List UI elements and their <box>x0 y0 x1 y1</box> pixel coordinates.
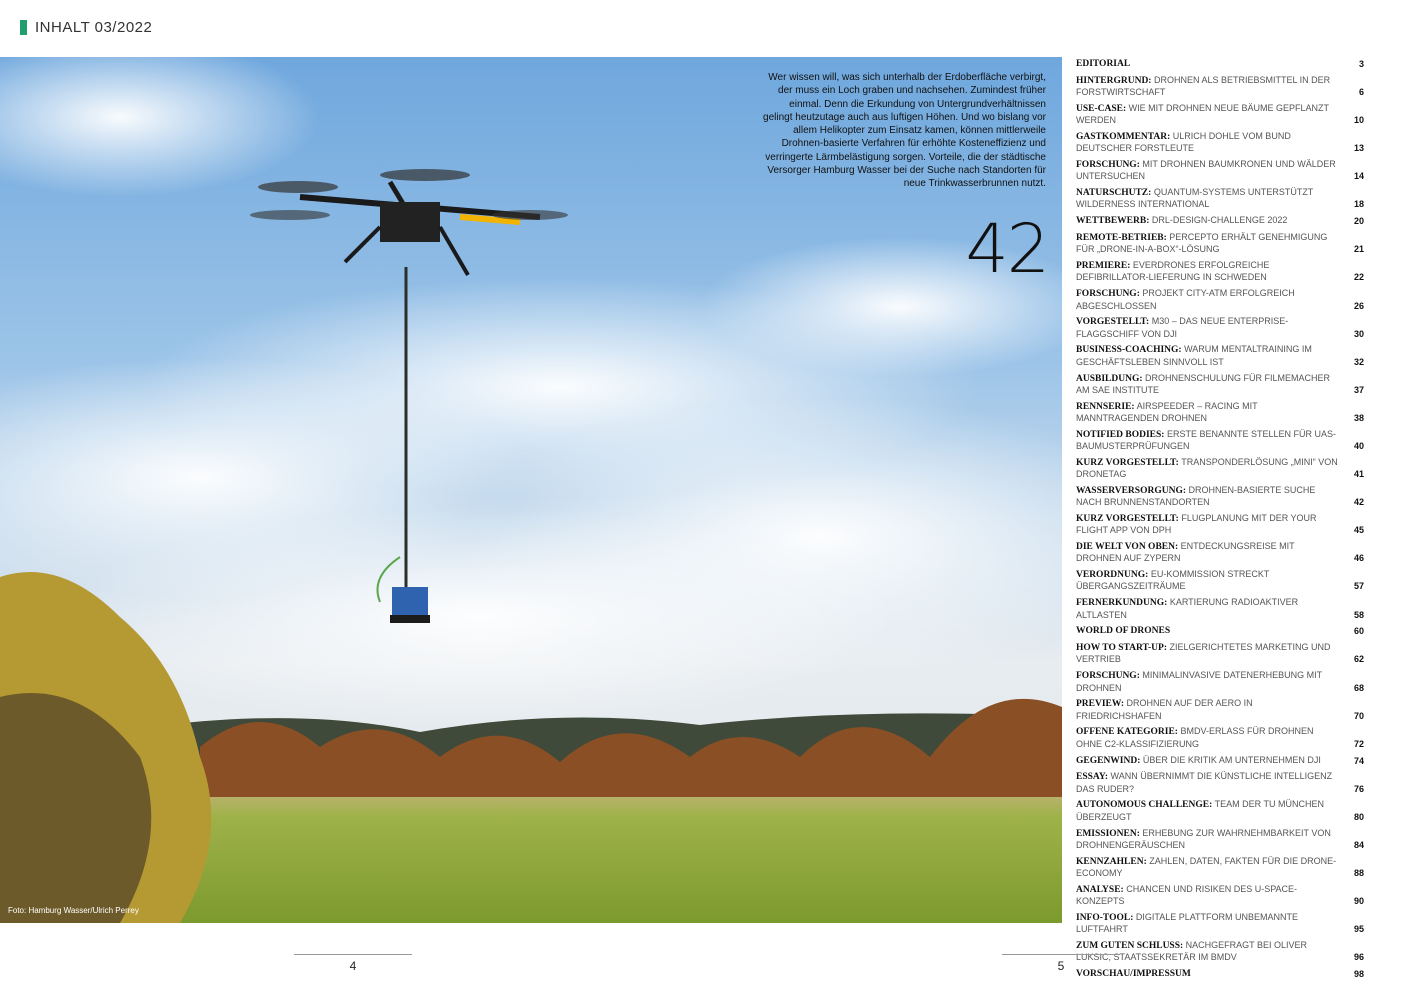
toc-entry[interactable] <box>1076 625 1364 637</box>
feature-page-number: 42 <box>965 210 1048 289</box>
toc-entry[interactable] <box>1076 726 1364 750</box>
toc-category: USE-CASE: <box>1076 103 1127 114</box>
toc-title: PERCEPTO ERHÄLT GENEHMIGUNG FÜR „DRONE-IN-A-BOX“-LÖSUNG <box>1076 232 1328 255</box>
toc-entry[interactable] <box>1076 232 1364 256</box>
toc-category: HOW TO START-UP: <box>1076 643 1167 654</box>
toc-title: DROHNENSCHULUNG FÜR FILMEMACHER AM SAE INSTITUTE <box>1076 372 1331 395</box>
photo-credit: Foto: Hamburg Wasser/Ulrich Perrey <box>8 906 139 915</box>
toc-page: 68 <box>1353 682 1364 693</box>
toc-category: REMOTE-BETRIEB: <box>1076 233 1167 244</box>
toc-title: BMDV-ERLASS FÜR DROHNEN OHNE C2-KLASSIFIZIERUNG <box>1076 726 1314 749</box>
toc-title: PROJEKT CITY-ATM ERFOLGREICH ABGESCHLOSSEN <box>1076 288 1295 311</box>
toc-title: DRL-DESIGN-CHALLENGE 2022 <box>1149 215 1288 226</box>
toc-entry[interactable] <box>1076 597 1364 621</box>
toc-page: 42 <box>1353 497 1364 508</box>
toc-entry[interactable] <box>1076 159 1364 183</box>
toc-entry[interactable] <box>1076 401 1364 425</box>
toc-category: FORSCHUNG: <box>1076 160 1140 171</box>
section-title: INHALT 03/2022 <box>35 18 153 36</box>
toc-page: 45 <box>1353 525 1364 536</box>
toc-category: PREVIEW: <box>1076 699 1125 710</box>
toc-entry[interactable] <box>1076 541 1364 565</box>
toc-entry[interactable] <box>1076 75 1364 99</box>
toc-title: MIT DROHNEN BAUMKRONEN UND WÄLDER UNTERSUCHEN <box>1076 159 1336 182</box>
toc-entry[interactable] <box>1076 755 1364 767</box>
accent-bar <box>20 20 27 35</box>
toc-category: AUTONOMOUS CHALLENGE: <box>1076 800 1213 811</box>
page-header <box>20 18 152 36</box>
toc-entry[interactable] <box>1076 912 1364 936</box>
toc-page: 70 <box>1353 710 1364 721</box>
toc-category: OFFENE KATEGORIE: <box>1076 727 1178 738</box>
toc-page: 80 <box>1353 811 1364 822</box>
toc-entry[interactable] <box>1076 856 1364 880</box>
toc-category: VERORDNUNG: <box>1076 570 1149 581</box>
toc-entry[interactable] <box>1076 187 1364 211</box>
toc-page: 3 <box>1358 59 1364 69</box>
toc-page: 74 <box>1353 755 1364 766</box>
toc-page: 26 <box>1353 300 1364 311</box>
toc-page: 72 <box>1353 738 1364 749</box>
toc-category: ZUM GUTEN SCHLUSS: <box>1076 940 1184 951</box>
toc-entry[interactable] <box>1076 316 1364 340</box>
toc-page: 14 <box>1353 171 1364 182</box>
toc-category: EMISSIONEN: <box>1076 828 1140 839</box>
toc-entry[interactable] <box>1076 569 1364 593</box>
toc-title: ULRICH DOHLE VOM BUND DEUTSCHER FORSTLEUTE <box>1076 130 1291 154</box>
toc-title: DROHNEN ALS BETRIEBSMITTEL IN DER FORSTWIRTSCHAFT <box>1076 74 1331 98</box>
intro-text: Wer wissen will, was sich unterhalb der Erdoberfläche verbirgt, der muss ein Loch graben und nachsehen. Zumindest früher einmal. Denn die Erkundung von Untergrundverhältnissen gelingt heutzutage auch aus luftigen Höhen. Und wo bislang vor allem Helikopter zum Einsatz kamen, können mittlerweile Drohnen-basierte Verfahren für erhöhte Kosteneffizienz und verringerte Lärmbelästigung sorgen. Vorteile, die der städtische Versorger Hamburg Wasser bei der Suche nach Standorten für neue Trinkwasserbrunnen nutzt. <box>763 72 1046 190</box>
toc-title: CHANCEN UND RISIKEN DES U-SPACE-KONZEPTS <box>1076 883 1298 907</box>
toc-page: 21 <box>1353 244 1364 255</box>
toc-title: ZIELGERICHTETES MARKETING UND VERTRIEB <box>1076 642 1331 665</box>
toc-category: VORGESTELLT: <box>1076 317 1150 328</box>
toc-category: WETTBEWERB: <box>1076 216 1150 227</box>
toc-category: RENNSERIE: <box>1076 401 1135 412</box>
toc-entry[interactable] <box>1076 884 1364 908</box>
toc-title: M30 – DAS NEUE ENTERPRISE-FLAGGSCHIFF VON DJI <box>1076 316 1289 339</box>
toc-title: DROHNEN-BASIERTE SUCHE NACH BRUNNENSTANDORTEN <box>1076 484 1316 508</box>
toc-page: 84 <box>1353 839 1364 850</box>
toc-entry[interactable] <box>1076 513 1364 537</box>
toc-entry[interactable] <box>1076 373 1364 397</box>
toc-title: EU-KOMMISSION STRECKT ÜBERGANGSZEITRÄUME <box>1076 569 1270 592</box>
toc-category: WORLD OF DRONES <box>1076 626 1171 637</box>
toc-page: 88 <box>1353 867 1364 878</box>
toc-entry[interactable] <box>1076 215 1364 227</box>
toc-title: EVERDRONES ERFOLGREICHE DEFIBRILLATOR-LIEFERUNG IN SCHWEDEN <box>1076 260 1270 283</box>
toc-entry[interactable] <box>1076 429 1364 453</box>
toc-entry[interactable] <box>1076 131 1364 155</box>
toc-title: TEAM DER TU MÜNCHEN ÜBERZEUGT <box>1076 799 1324 822</box>
toc-entry[interactable] <box>1076 670 1364 694</box>
toc-page: 10 <box>1353 115 1364 126</box>
toc-category: INFO-TOOL: <box>1076 912 1134 923</box>
toc-entry[interactable] <box>1076 771 1364 795</box>
toc-category: KURZ VORGESTELLT: <box>1076 457 1179 468</box>
toc-category: PREMIERE: <box>1076 261 1131 272</box>
toc-category: BUSINESS-COACHING: <box>1076 345 1182 356</box>
toc-title: KARTIERUNG RADIOAKTIVER ALTLASTEN <box>1076 597 1299 620</box>
toc-page: 22 <box>1353 272 1364 283</box>
toc-title: FLUGPLANUNG MIT DER YOUR FLIGHT APP VON DPH <box>1076 513 1317 536</box>
toc-category: ANALYSE: <box>1076 884 1124 895</box>
toc-title: WANN ÜBERNIMMT DIE KÜNSTLICHE INTELLIGENZ DAS RUDER? <box>1076 771 1333 794</box>
toc-title: MINIMALINVASIVE DATENERHEBUNG MIT DROHNEN <box>1076 670 1322 693</box>
toc-page: 30 <box>1353 328 1364 339</box>
toc-title: WARUM MENTALTRAINING IM GESCHÄFTSLEBEN SINNVOLL IST <box>1076 344 1312 367</box>
toc-category: VORSCHAU/IMPRESSUM <box>1076 969 1191 979</box>
toc-category: NOTIFIED BODIES: <box>1076 429 1165 440</box>
toc-entry[interactable] <box>1076 698 1364 722</box>
toc-category: GEGENWIND: <box>1076 755 1141 766</box>
toc-entry[interactable] <box>1076 288 1364 312</box>
toc-category: EDITORIAL <box>1076 59 1131 69</box>
toc-page: 38 <box>1353 412 1364 423</box>
toc-title: NACHGEFRAGT BEI OLIVER LUKSIC, STAATSSEKRETÄR IM BMDV <box>1076 939 1308 963</box>
toc-category: ESSAY: <box>1076 772 1109 783</box>
page-number-right: 5 <box>1002 954 1120 973</box>
toc-category: FORSCHUNG: <box>1076 671 1140 682</box>
toc-category: FORSCHUNG: <box>1076 289 1140 300</box>
toc-page: 95 <box>1353 924 1364 935</box>
toc-title: ERHEBUNG ZUR WAHRNEHMBARKEIT VON DROHNENGERÄUSCHEN <box>1076 827 1331 850</box>
toc-page: 37 <box>1353 384 1364 395</box>
toc-entry[interactable] <box>1076 344 1364 368</box>
toc-page: 13 <box>1353 143 1364 154</box>
toc-entry[interactable] <box>1076 457 1364 481</box>
toc-page: 41 <box>1353 469 1364 480</box>
toc-page: 60 <box>1353 626 1364 637</box>
toc-entry[interactable] <box>1076 58 1364 70</box>
table-of-contents <box>1076 58 1364 985</box>
toc-title: QUANTUM-SYSTEMS UNTERSTÜTZT WILDERNESS INTERNATIONAL <box>1076 187 1314 210</box>
toc-page: 57 <box>1353 581 1364 592</box>
toc-category: FERNERKUNDUNG: <box>1076 598 1168 609</box>
toc-category: AUSBILDUNG: <box>1076 373 1143 384</box>
toc-entry[interactable] <box>1076 799 1364 823</box>
toc-page: 58 <box>1353 609 1364 620</box>
toc-title: WIE MIT DROHNEN NEUE BÄUME GEPFLANZT WERDEN <box>1076 102 1329 126</box>
toc-page: 98 <box>1353 969 1364 979</box>
toc-title: DROHNEN AUF DER AERO IN FRIEDRICHSHAFEN <box>1076 698 1253 721</box>
toc-category: HINTERGRUND: <box>1076 75 1152 86</box>
toc-title: ÜBER DIE KRITIK AM UNTERNEHMEN DJI <box>1140 754 1321 765</box>
toc-page: 20 <box>1353 216 1364 227</box>
toc-page: 40 <box>1353 441 1364 452</box>
toc-category: KURZ VORGESTELLT: <box>1076 514 1179 524</box>
toc-category: DIE WELT VON OBEN: <box>1076 542 1179 553</box>
toc-title: DIGITALE PLATTFORM UNBEMANNTE LUFTFAHRT <box>1076 911 1299 935</box>
toc-page: 90 <box>1353 896 1364 907</box>
toc-category: NATURSCHUTZ: <box>1076 188 1152 199</box>
toc-page: 76 <box>1353 783 1364 794</box>
toc-category: WASSERVERSORGUNG: <box>1076 485 1186 496</box>
toc-page: 18 <box>1353 199 1364 210</box>
toc-title: ZAHLEN, DATEN, FAKTEN FÜR DIE DRONE-ECONOMY <box>1076 855 1337 878</box>
toc-category: KENNZAHLEN: <box>1076 856 1147 867</box>
toc-entry[interactable] <box>1076 260 1364 284</box>
toc-page: 62 <box>1353 654 1364 665</box>
toc-entry[interactable] <box>1076 828 1364 852</box>
toc-title: ENTDECKUNGSREISE MIT DROHNEN AUF ZYPERN <box>1076 541 1295 564</box>
toc-category: GASTKOMMENTAR: <box>1076 131 1171 142</box>
toc-page: 32 <box>1353 356 1364 367</box>
toc-page: 6 <box>1358 87 1364 98</box>
toc-page: 46 <box>1353 553 1364 564</box>
toc-entry[interactable] <box>1076 642 1364 666</box>
page-number-left: 4 <box>294 954 412 973</box>
toc-title: TRANSPONDERLÖSUNG „MINI“ VON DRONETAG <box>1076 456 1338 480</box>
toc-title: AIRSPEEDER – RACING MIT MANNTRAGENDEN DROHNEN <box>1076 400 1258 423</box>
toc-title: ERSTE BENANNTE STELLEN FÜR UAS-BAUMUSTERPRÜFUNGEN <box>1076 428 1336 452</box>
toc-entry[interactable] <box>1076 103 1364 127</box>
toc-entry[interactable] <box>1076 485 1364 509</box>
toc-page: 96 <box>1353 952 1364 963</box>
